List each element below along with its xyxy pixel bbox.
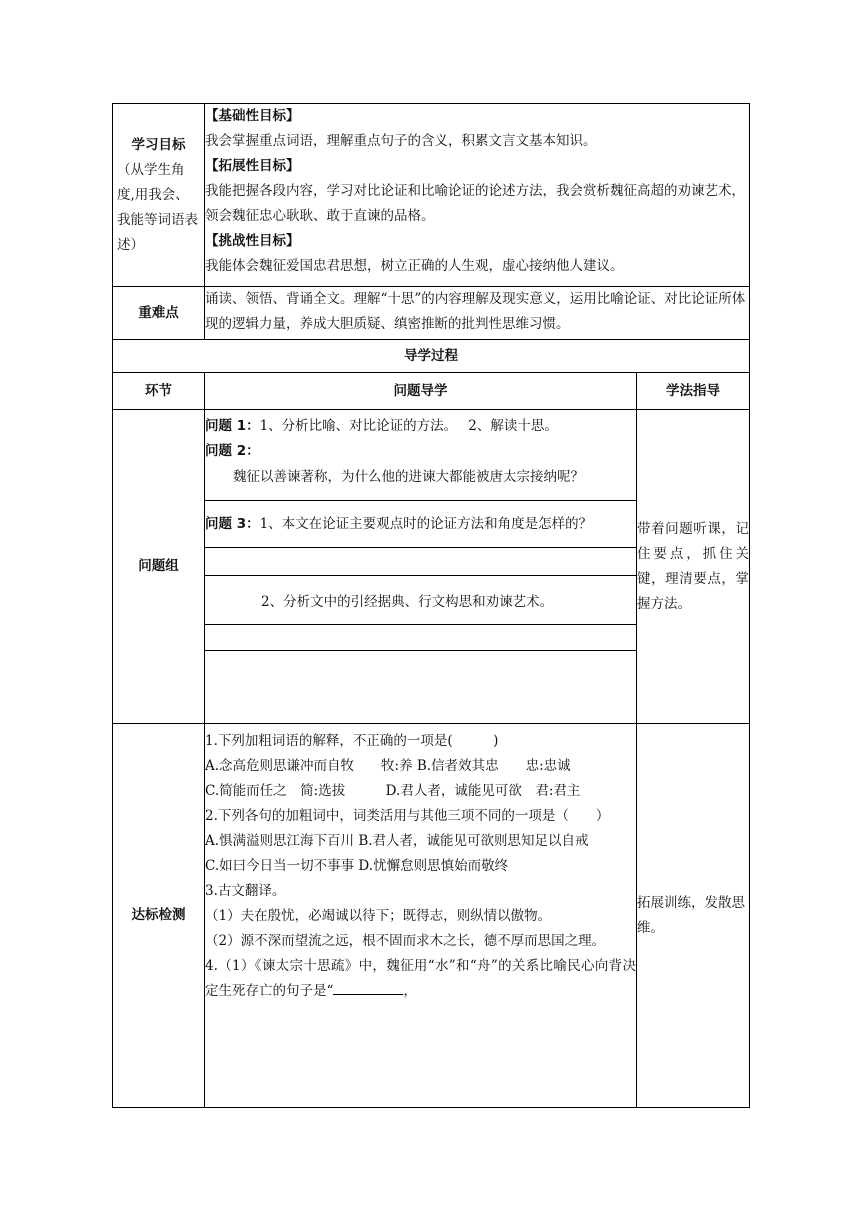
q1-label: 问题 1： xyxy=(205,418,260,434)
check-line-2: A.念高危则思谦冲而自牧 牧:养 B.信者效其忠 忠:忠诚 xyxy=(205,758,571,774)
questions-row xyxy=(113,410,750,724)
extended-objective-text: 我能把握各段内容，学习对比论证和比喻论证的论述方法，我会赏析魏征高超的劝谏艺术，领会魏征忠心耿耿、敢于直谏的品格。 xyxy=(205,183,745,224)
questions-guide: 带着问题听课，记住要点，抓住关键，理清要点，掌握方法。 xyxy=(637,410,750,724)
check-line-5: A.惧满溢则思江海下百川 B.君人者，诚能见可欲则思知足以自戒 xyxy=(205,833,589,849)
objectives-row xyxy=(113,104,750,287)
q3-label: 问题 3： xyxy=(205,516,260,532)
objectives-content xyxy=(205,104,750,287)
basic-objective-text: 我会掌握重点词语，理解重点句子的含义，积累文言文基本知识。 xyxy=(205,133,597,149)
q3-text: 1、本文在论证主要观点时的论证方法和角度是怎样的？ xyxy=(259,516,593,532)
q1-text: 1、分析比喻、对比论证的方法。 2、解读十思。 xyxy=(259,418,558,434)
q3-answer-line-4[interactable] xyxy=(205,650,636,651)
objectives-label-note: （从学生角度,用我会、我能等词语表述） xyxy=(117,161,198,253)
challenge-objective-title: 【挑战性目标】 xyxy=(205,233,300,249)
check-guide: 拓展训练，发散思维。 xyxy=(637,724,750,1108)
check-line-8: （1）夫在殷忧，必竭诚以待下；既得志，则纵情以傲物。 xyxy=(205,908,552,924)
column-header-row xyxy=(113,373,750,410)
check-line-10: 4.（1）《谏太宗十思疏》中，魏征用“水”和“舟”的关系比喻民心向背决定生死存亡的句子是“ xyxy=(205,958,636,999)
study-guide-table xyxy=(112,103,750,1108)
check-line-3: C.简能而任之 简:选拔 D.君人者，诚能见可欲 君:君主 xyxy=(205,783,581,799)
questions-content xyxy=(205,410,637,724)
check-line-7: 3.古文翻译。 xyxy=(205,883,286,899)
check-line-1: 1.下列加粗词语的解释，不正确的一项是( ) xyxy=(205,733,499,749)
key-points-row xyxy=(113,287,750,340)
check-line-10-end: ， xyxy=(403,983,417,999)
extended-objective-title: 【拓展性目标】 xyxy=(205,158,300,174)
basic-objective-title: 【基础性目标】 xyxy=(205,108,300,124)
q2-label: 问题 2： xyxy=(205,443,260,459)
process-title-row xyxy=(113,340,750,373)
objectives-label-cell xyxy=(113,104,205,287)
check-content xyxy=(205,724,637,1108)
q3-part2-text: 2、分析文中的引经据典、行文构思和劝谏艺术。 xyxy=(261,594,554,610)
check-line-6: C.如曰今日当一切不事事 D.忧懈怠则思慎始而敬终 xyxy=(205,858,509,874)
questions-label: 问题组 xyxy=(113,410,205,724)
check-fill-blank[interactable] xyxy=(333,994,403,995)
check-row xyxy=(113,724,750,1108)
check-label: 达标检测 xyxy=(113,724,205,1108)
col-stage-header: 环节 xyxy=(113,373,205,410)
check-line-9: （2）源不深而望流之远，根不固而求木之长，德不厚而思国之理。 xyxy=(205,933,606,949)
challenge-objective-text: 我能体会魏征爱国忠君思想，树立正确的人生观，虚心接纳他人建议。 xyxy=(205,258,624,274)
key-points-text: 诵读、领悟、背诵全文。理解“十思”的内容理解及现实意义，运用比喻论证、对比论证所体现的逻辑力量，养成大胆质疑、缜密推断的批判性思维习惯。 xyxy=(205,287,750,340)
process-title: 导学过程 xyxy=(113,340,750,373)
col-questions-header: 问题导学 xyxy=(205,373,637,410)
q2-text: 魏征以善谏著称，为什么他的进谏大都能被唐太宗接纳呢？ xyxy=(233,469,584,485)
key-points-label: 重难点 xyxy=(113,287,205,340)
check-line-4: 2.下列各句的加粗词中，词类活用与其他三项不同的一项是（ ） xyxy=(205,808,610,824)
objectives-label: 学习目标 xyxy=(131,136,186,153)
col-method-header: 学法指导 xyxy=(637,373,750,410)
